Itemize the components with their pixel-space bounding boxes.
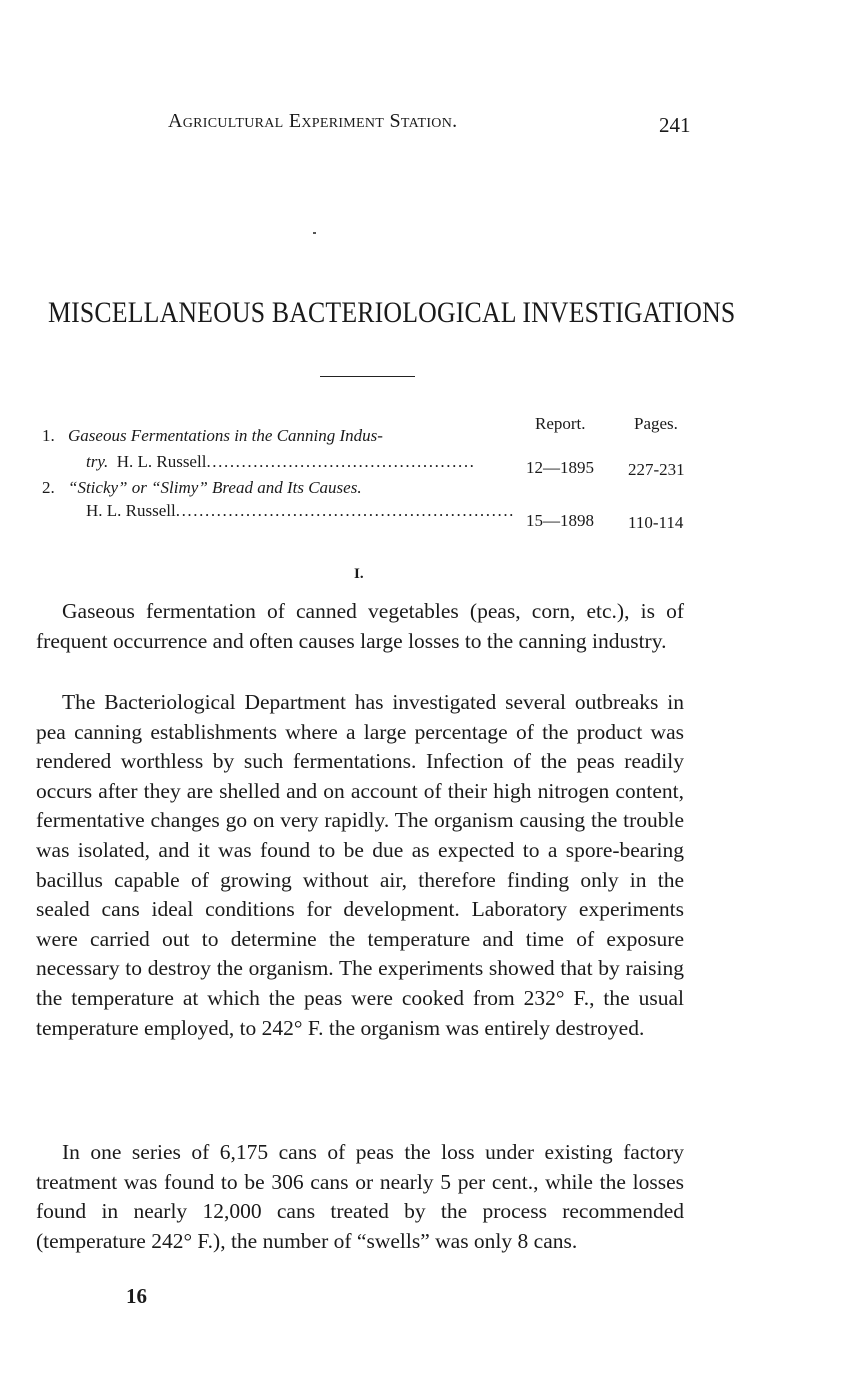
print-speck: [313, 232, 316, 234]
toc-entry-author: H. L. Russell: [116, 452, 207, 471]
toc-entry-1-line2: [86, 452, 476, 472]
leader-dots: ..........................................................: [175, 501, 516, 520]
toc-entry-1-report: 12—1895: [526, 458, 594, 477]
toc-entry-title: Gaseous Fermentations in the Canning Indus-: [68, 426, 383, 445]
article-title: MISCELLANEOUS BACTERIOLOGICAL INVESTIGATIONS: [48, 296, 736, 329]
page-number: 241: [659, 113, 691, 137]
paragraph: The Bacteriological Department has investigated several outbreaks in pea canning establishments where a large percentage of the product was rendered worthless by such fermentations. Infection of the peas readily occurs after they are shelled and on account of their high nitrogen content, fermentative changes go on very rapidly. The organism causing the trouble was isolated, and it was found to be due as expected to a spore-bearing bacillus capable of growing without air, therefore finding only in the sealed cans ideal conditions for development. Laboratory experiments were carried out to determine the temperature and time of exposure necessary to destroy the organism. The experiments showed that by raising the temperature at which the peas were cooked from 232° F., the usual temperature employed, to 242° F. the organism was entirely destroyed.: [36, 690, 684, 1040]
toc-entry-2-line1: [42, 478, 362, 498]
leader-dots: ..............................................: [206, 452, 476, 471]
toc-header-report: Report.: [535, 414, 586, 433]
body-text: [36, 1138, 684, 1256]
title-rule: [320, 376, 415, 377]
toc-entry-2-report: 15—1898: [526, 511, 594, 530]
toc-entry-title-cont: try.: [86, 452, 109, 471]
toc-header-pages: Pages.: [634, 414, 678, 433]
toc-entry-2-pages: 110-114: [628, 513, 684, 532]
signature-mark: 16: [126, 1284, 147, 1308]
toc-entry-number: 1.: [42, 426, 55, 445]
paragraph: In one series of 6,175 cans of peas the loss under existing factory treatment was found to be 306 cans or nearly 5 per cent., while the losses found in nearly 12,000 cans treated by the process recommended (temperature 242° F.), the number of “swells” was only 8 cans.: [36, 1140, 684, 1253]
toc-entry-number: 2.: [42, 478, 55, 497]
section-number: I.: [354, 566, 364, 582]
toc-entry-2-line2: [86, 501, 516, 521]
toc-entry-author: H. L. Russell: [86, 501, 176, 520]
paragraph: Gaseous fermentation of canned vegetables (peas, corn, etc.), is of frequent occurrence and often causes large losses to the canning industry.: [36, 599, 684, 653]
body-text: [36, 597, 684, 656]
toc-entry-1-line1: [42, 426, 383, 446]
toc-entry-1-pages: 227-231: [628, 460, 685, 479]
body-text: [36, 688, 684, 1043]
running-head: Agricultural Experiment Station.: [168, 110, 458, 132]
toc-entry-title: “Sticky” or “Slimy” Bread and Its Causes.: [68, 478, 362, 497]
